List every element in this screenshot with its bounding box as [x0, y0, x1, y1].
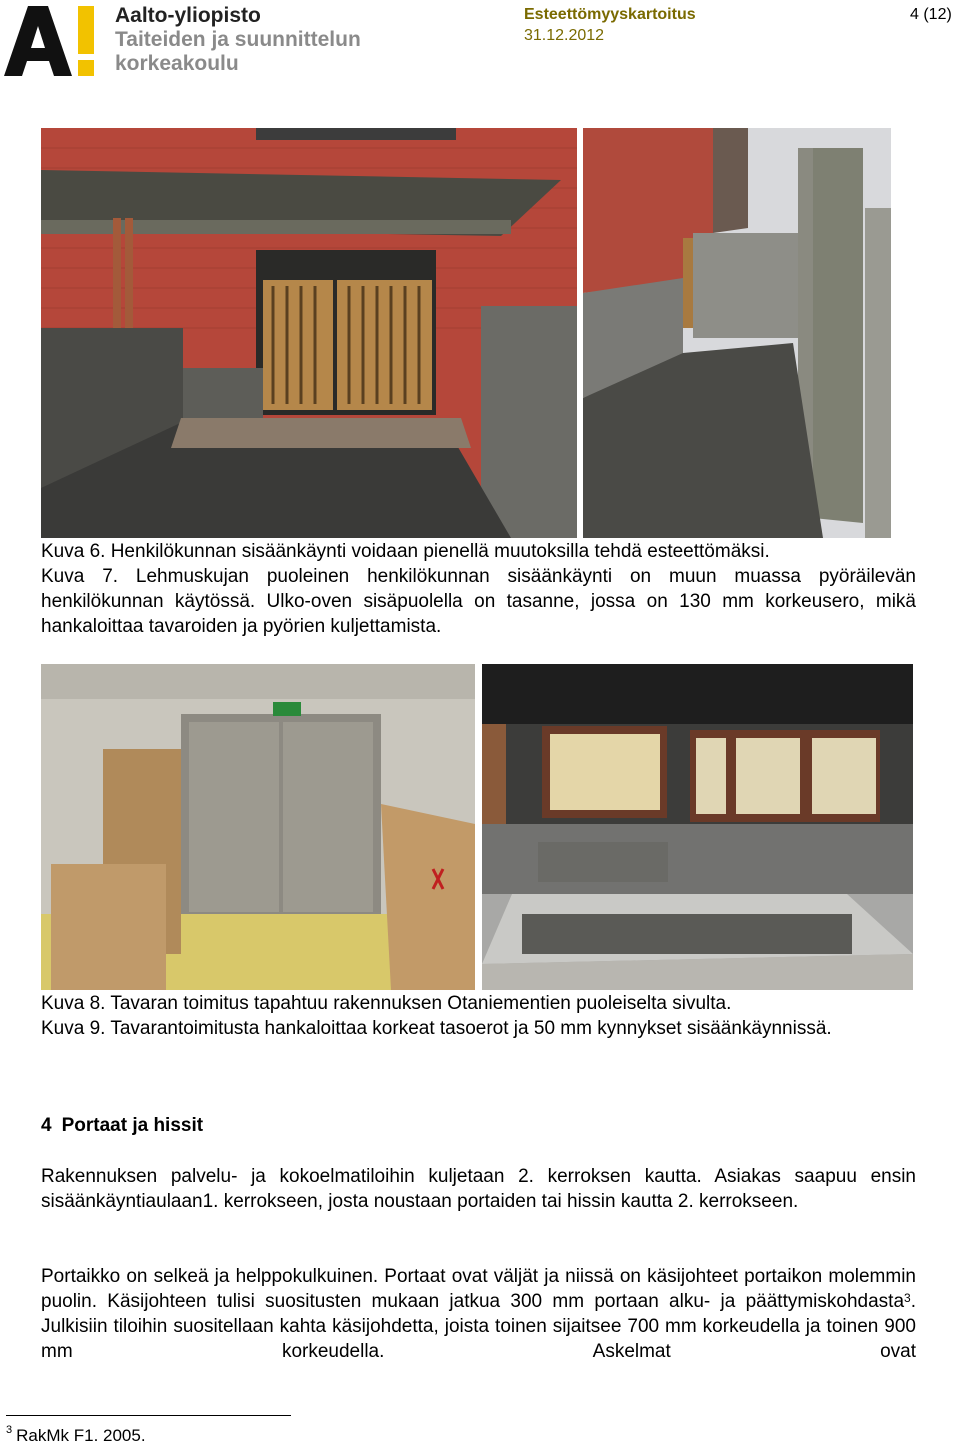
photo-kuva-7: [583, 128, 891, 538]
caption-kuva-6-7: [41, 539, 916, 639]
photo-kuva-6: [41, 128, 577, 538]
caption-kuva-9: Kuva 9. Tavarantoimitusta hankaloittaa korkeat tasoerot ja 50 mm kynnykset sisäänkäynnissä.: [41, 1018, 832, 1039]
photo-kuva-9: [482, 664, 913, 990]
footnote-text: RakMk F1. 2005.: [16, 1426, 146, 1445]
caption-kuva-8-9: [41, 991, 916, 1041]
footnote-reference[interactable]: 3: [904, 1291, 911, 1305]
footnote-number: 3: [6, 1424, 13, 1436]
section-number: 4: [41, 1115, 52, 1136]
paragraph-2-part-1: Portaikko on selkeä ja helppokulkuinen. Portaat ovat väljät ja niissä on käsijohteet portaikon molemmin puolin. Käsijohteen tulisi suositusten mukaan jatkua 300 mm portaan alku- ja päättymiskohdasta: [41, 1266, 916, 1312]
section-heading: [41, 1115, 203, 1137]
footnote-divider: [6, 1415, 291, 1416]
logo-wordmark: [115, 4, 361, 76]
footnote: [6, 1426, 146, 1446]
paragraph-2: [41, 1264, 916, 1364]
logo-line-3: korkeakoulu: [115, 52, 239, 75]
page-number: 4 (12): [910, 6, 952, 23]
caption-kuva-7: Kuva 7. Lehmuskujan puoleinen henkilökunnan sisäänkäynti on muun muassa pyöräilevän henkilökunnan käytössä. Ulko-oven sisäpuolella on tasanne, jossa on 130 mm korkeusero, mikä hankaloittaa tavaroiden ja pyörien kuljettamista.: [41, 566, 916, 637]
paragraph-1-text: Rakennuksen palvelu- ja kokoelmatiloihin kuljetaan 2. kerroksen kautta. Asiakas saapuu ensin sisäänkäyntiaulaan1. kerrokseen, josta noustaan portaiden tai hissin kautta 2. kerrokseen.: [41, 1166, 916, 1212]
document-date: 31.12.2012: [524, 27, 605, 44]
document-title: Esteettömyyskartoitus: [524, 6, 696, 23]
aalto-logo-mark: [4, 6, 100, 78]
section-title: Portaat ja hissit: [61, 1115, 204, 1136]
paragraph-2-part-2: . Julkisiin tiloihin suositellaan kahta käsijohdetta, joista toinen sijaitsee 700 mm korkeudella ja toinen 900 mm korkeudella. Askelmat ovat: [41, 1291, 916, 1362]
paragraph-1: [41, 1164, 916, 1214]
paragraph-2-text: [41, 1264, 916, 1364]
logo-line-2: Taiteiden ja suunnittelun: [115, 28, 361, 51]
caption-kuva-6: Kuva 6. Henkilökunnan sisäänkäynti voidaan pienellä muutoksilla tehdä esteettömäksi.: [41, 541, 770, 562]
logo-line-1: Aalto-yliopisto: [115, 4, 261, 27]
caption-kuva-8: Kuva 8. Tavaran toimitus tapahtuu rakennuksen Otaniementien puoleiselta sivulta.: [41, 993, 732, 1014]
photo-kuva-8: [41, 664, 475, 990]
